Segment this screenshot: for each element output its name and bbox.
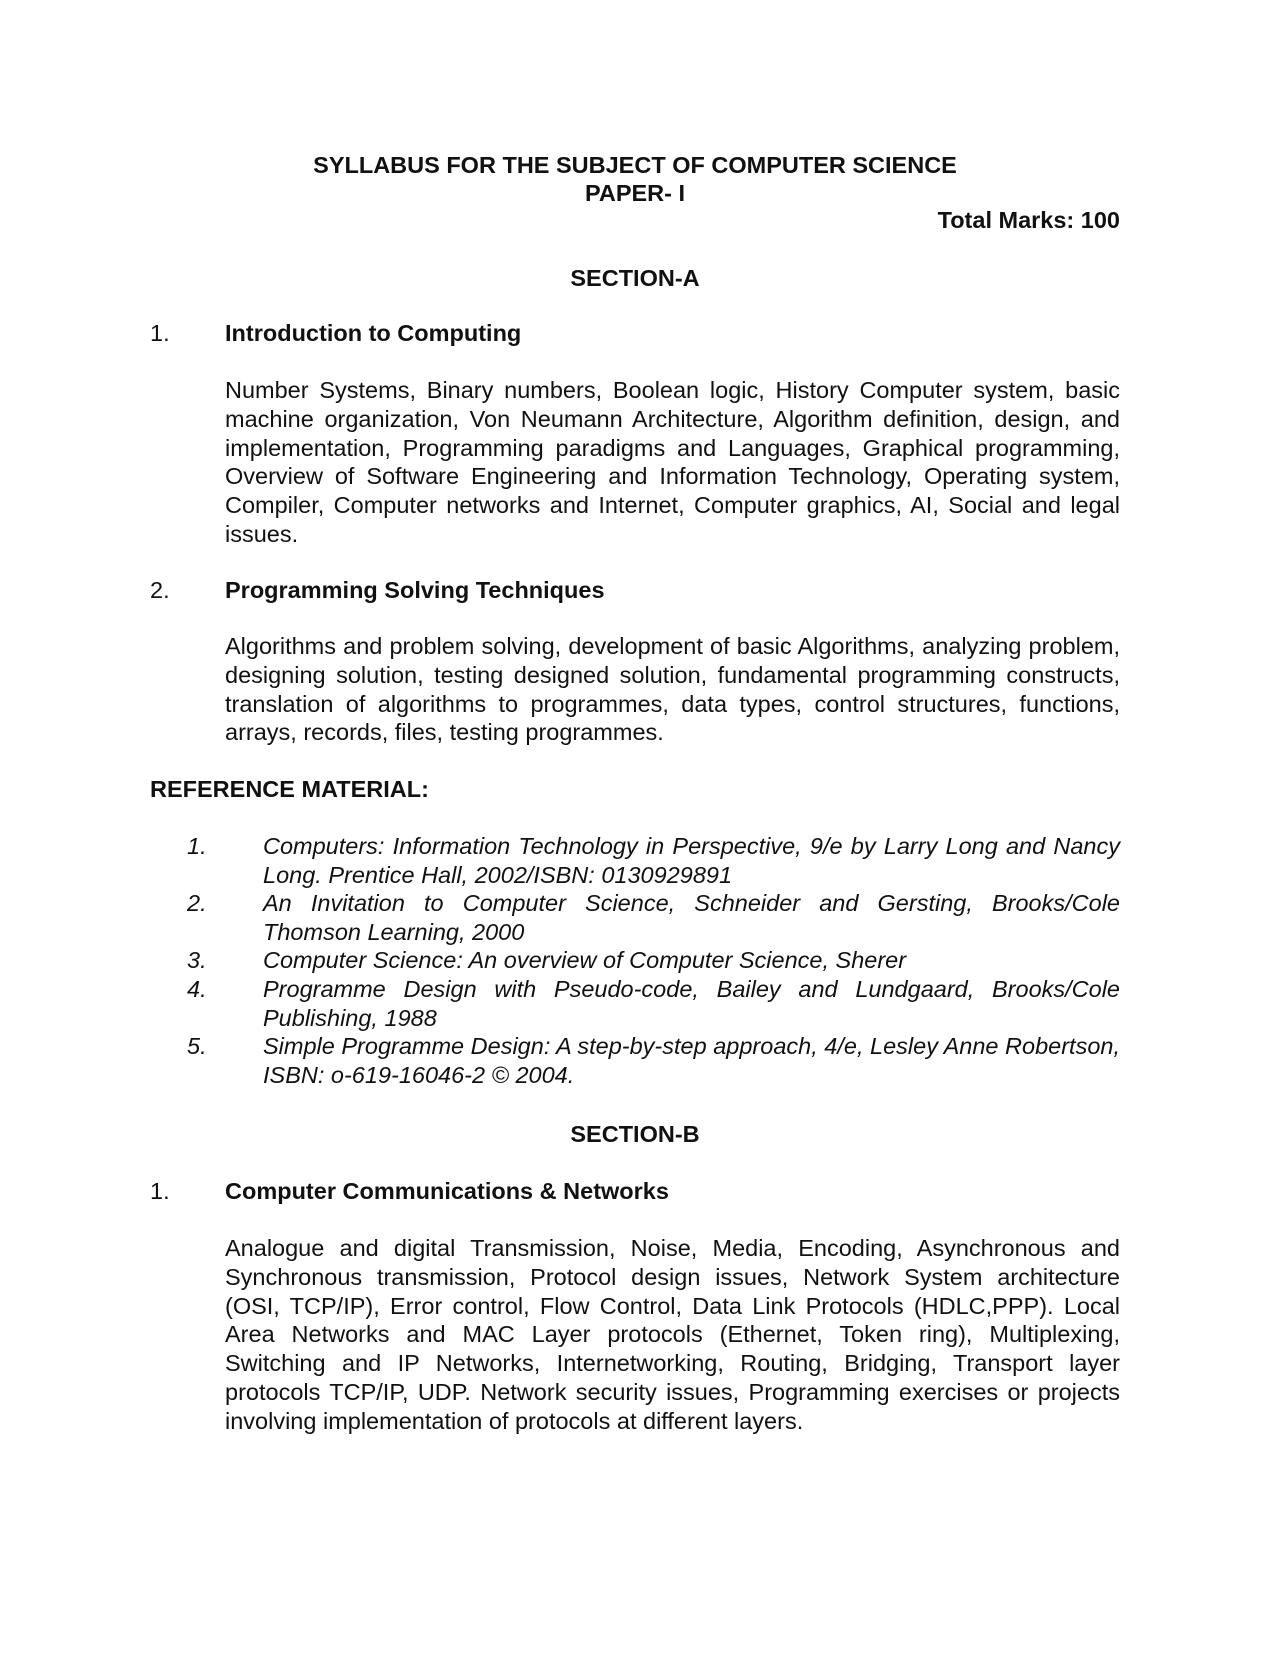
topic-heading: Programming Solving Techniques: [225, 577, 605, 603]
reference-number: 2.: [187, 890, 207, 916]
reference-item: Computer Science: An overview of Computer Science, Sherer: [263, 947, 907, 973]
reference-title: REFERENCE MATERIAL:: [150, 776, 429, 802]
section-a-title: SECTION-A: [570, 265, 700, 291]
topic-body: Analogue and digital Transmission, Noise, Media, Encoding, Asynchronous and Synchronous transmission, Protocol design issues, Network System architecture (OSI, TCP/IP), Error control, Flow Control, Data Link Protocols (HDLC,PPP). Local Area Networks and MAC Layer protocols (Ethernet, Token ring), Multiplexing, Switching and IP Networks, Internetworking, Routing, Bridging, Transport layer protocols TCP/IP, UDP. Network security issues, Programming exercises or projects involving implementation of protocols at different layers.: [225, 1235, 1120, 1434]
reference-item: Computers: Information Technology in Perspective, 9/e by Larry Long and Nancy Long. Prentice Hall, 2002/ISBN: 0130929891: [263, 833, 1120, 888]
topic-number: 1.: [150, 1178, 170, 1204]
reference-number: 1.: [187, 833, 207, 859]
reference-number: 4.: [187, 976, 207, 1002]
total-marks: Total Marks: 100: [937, 207, 1120, 233]
reference-item: Programme Design with Pseudo-code, Bailey and Lundgaard, Brooks/Cole Publishing, 1988: [263, 976, 1120, 1031]
topic-body: Algorithms and problem solving, development of basic Algorithms, analyzing problem, designing solution, testing designed solution, fundamental programming constructs, translation of algorithms to programmes, data types, control structures, functions, arrays, records, files, testing programmes.: [225, 633, 1120, 746]
reference-item: Simple Programme Design: A step-by-step approach, 4/e, Lesley Anne Robertson, ISBN: o-619-16046-2 © 2004.: [263, 1033, 1120, 1088]
paper-label: PAPER- I: [584, 180, 686, 206]
topic-number: 1.: [150, 320, 170, 346]
reference-number: 5.: [187, 1033, 207, 1059]
topic-body: Number Systems, Binary numbers, Boolean logic, History Computer system, basic machine organization, Von Neumann Architecture, Algorithm definition, design, and implementation, Programming paradigms and Languages, Graphical programming, Overview of Software Engineering and Information Technology, Operating system, Compiler, Computer networks and Internet, Computer graphics, AI, Social and legal issues.: [225, 377, 1120, 547]
topic-heading: Introduction to Computing: [225, 320, 522, 346]
topic-heading: Computer Communications & Networks: [225, 1178, 669, 1204]
document-title: SYLLABUS FOR THE SUBJECT OF COMPUTER SCIENCE: [313, 152, 957, 178]
topic-number: 2.: [150, 577, 170, 603]
section-b-title: SECTION-B: [570, 1121, 700, 1147]
reference-item: An Invitation to Computer Science, Schneider and Gersting, Brooks/Cole Thomson Learning, 2000: [263, 890, 1120, 945]
reference-number: 3.: [187, 947, 207, 973]
